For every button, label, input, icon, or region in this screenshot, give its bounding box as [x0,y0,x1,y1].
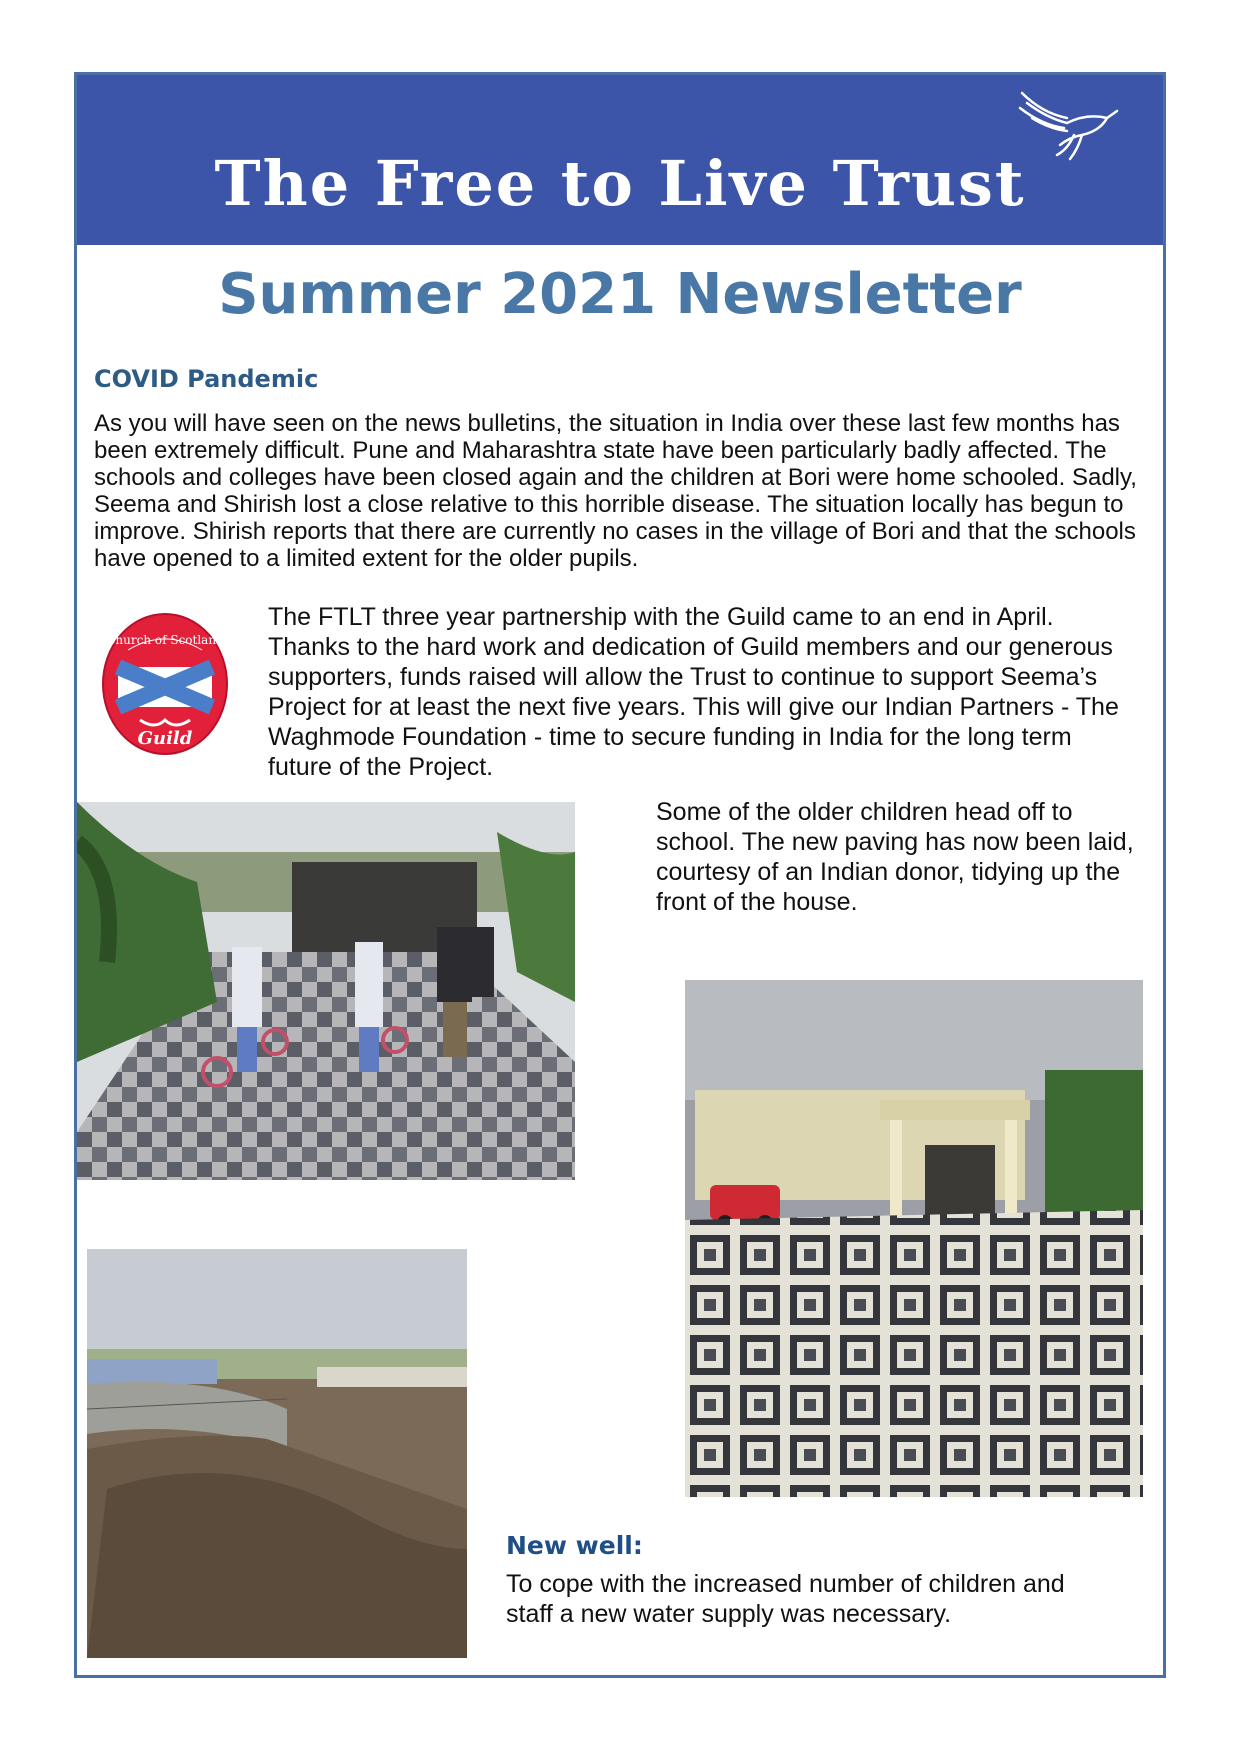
house-paving-photo [685,980,1143,1497]
children-walking-photo [77,802,575,1180]
guild-logo [100,612,230,757]
newsletter-heading: Summer 2021 Newsletter [218,262,1022,327]
guild-logo-bottom-text: Guild [137,728,193,749]
guild-logo-top-text: Church of Scotland [106,633,224,647]
header-banner [77,75,1163,245]
well-construction-photo [87,1249,467,1658]
well-heading: New well: [506,1531,643,1560]
paving-caption: Some of the older children head off to school. The new paving has now been laid, courtesy of an Indian donor, tidying up the front of the house. [656,798,1134,916]
well-paragraph: To cope with the increased number of children and staff a new water supply was necessary. [506,1570,1065,1628]
covid-heading: COVID Pandemic [94,365,319,393]
banner-title: The Free to Live Trust [214,147,1026,220]
covid-paragraph: As you will have seen on the news bulletins, the situation in India over these last few months has been extremely difficult. Pune and Maharashtra state have been particularly badly affected. The schools and colleges have been closed again and the children at Bori were home schooled. Sadly, Seema and Shirish lost a close relative to this horrible disease. The situation locally has begun to improve. Shirish reports that there are currently no cases in the village of Bori and that the schools have opened to a limited extent for the older pupils. [94,410,1137,572]
guild-paragraph: The FTLT three year partnership with the Guild came to an end in April. Thanks to the hard work and dedication of Guild members and our generous supporters, funds raised will allow the Trust to continue to support Seema’s Project for at least the next five years. This will give our Indian Partners - The Waghmode Foundation - time to secure funding in India for the long term future of the Project. [268,603,1119,781]
